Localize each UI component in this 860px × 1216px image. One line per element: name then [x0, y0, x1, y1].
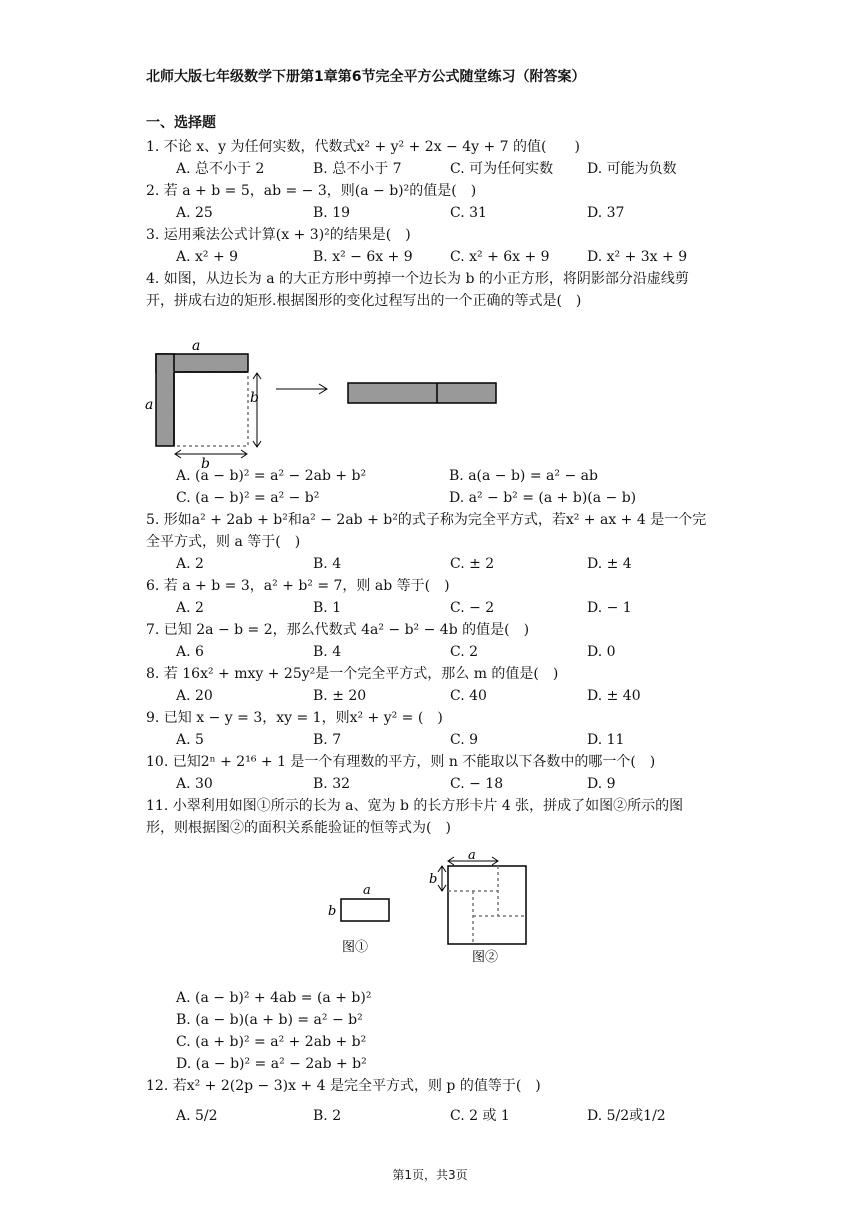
document-page [146, 60, 726, 1127]
option-d: D. 37 [587, 205, 625, 221]
option-a: A. x² + 9 [176, 249, 239, 265]
figure-cards [146, 848, 726, 981]
page-footer: 第1页，共3页 [392, 1168, 468, 1182]
option-c: C. 可为任何实数 [450, 161, 554, 177]
question-stem-line-1: 11. 小翠利用如图①所示的长为 a、宽为 b 的长方形卡片 4 张，拼成了如图②所示的图 [146, 798, 684, 814]
question-stem-line-1: 5. 形如a² + 2ab + b²和a² − 2ab + b²的式子称为完全平方式，若x² + ax + 4 是一个完 [146, 512, 707, 528]
option-a: A. 30 [176, 776, 213, 792]
option-c: C. (a − b)² = a² − b² [176, 490, 320, 506]
big-square [448, 866, 526, 944]
question-3 [146, 224, 726, 268]
question-stem: 8. 若 16x² + mxy + 25y²是一个完全平方式，那么 m 的值是( ) [146, 666, 559, 682]
question-stem: 3. 运用乘法公式计算(x + 3)²的结果是( ) [146, 227, 411, 243]
option-d: D. 11 [587, 732, 625, 748]
question-7 [146, 619, 726, 663]
question-5 [146, 509, 726, 575]
label-a-left: a [145, 397, 154, 413]
question-4 [146, 268, 726, 509]
figure-square-to-rectangle [145, 334, 726, 472]
option-a: A. 25 [176, 205, 213, 221]
question-stem: 2. 若 a + b = 5，ab = − 3，则(a − b)²的值是( ) [146, 183, 477, 199]
option-b: B. x² − 6x + 9 [313, 249, 413, 265]
label-b-right: b [250, 390, 259, 406]
question-10 [146, 751, 726, 795]
option-c: C. 40 [450, 688, 487, 704]
label-card-a: a [363, 883, 371, 898]
question-12 [146, 1075, 726, 1127]
option-d: D. 0 [587, 644, 616, 660]
question-stem: 7. 已知 2a − b = 2，那么代数式 4a² − b² − 4b 的值是( ) [146, 622, 530, 638]
option-b: B. (a − b)(a + b) = a² − b² [176, 1012, 363, 1028]
question-stem-line-2: 形，则根据图②的面积关系能验证的恒等式为( ) [146, 820, 451, 836]
option-a: A. 6 [176, 644, 204, 660]
option-b: B. 2 [313, 1108, 342, 1124]
option-c: C. x² + 6x + 9 [450, 249, 550, 265]
question-stem-line-1: 4. 如图，从边长为 a 的大正方形中剪掉一个边长为 b 的小正方形，将阴影部分沿虚线剪 [146, 271, 689, 287]
question-9 [146, 707, 726, 751]
option-c: C. (a + b)² = a² + 2ab + b² [176, 1034, 367, 1050]
label-b-bottom: b [201, 456, 210, 472]
option-b: B. 32 [313, 776, 351, 792]
option-c: C. ± 2 [450, 556, 495, 572]
option-a: A. 5/2 [176, 1108, 218, 1124]
option-c: C. 2 [450, 644, 479, 660]
option-d: D. (a − b)² = a² − 2ab + b² [176, 1056, 367, 1072]
option-d: D. 5/2或1/2 [587, 1108, 666, 1124]
document-title: 北师大版七年级数学下册第1章第6节完全平方公式随堂练习（附答案） [146, 69, 586, 85]
option-b: B. a(a − b) = a² − ab [449, 468, 598, 484]
shaded-left-strip [156, 354, 174, 446]
label-card-b: b [328, 904, 337, 919]
label-big-b: b [429, 872, 438, 887]
question-6 [146, 575, 726, 619]
option-d: D. ± 40 [587, 688, 641, 704]
card-rectangle [341, 899, 389, 921]
label-figure-1: 图① [342, 940, 369, 955]
option-b: B. 4 [313, 644, 342, 660]
question-stem-line-2: 全平方式，则 a 等于( ) [146, 534, 301, 550]
option-b: B. 4 [313, 556, 342, 572]
option-d: D. x² + 3x + 9 [587, 249, 688, 265]
option-d: D. a² − b² = (a + b)(a − b) [449, 490, 637, 506]
label-big-a: a [468, 848, 476, 863]
option-c: C. − 18 [450, 776, 504, 792]
question-8 [146, 663, 726, 707]
label-a-top: a [192, 338, 201, 354]
option-b: B. 19 [313, 205, 351, 221]
option-a: A. 总不小于 2 [176, 161, 265, 177]
option-d: D. 9 [587, 776, 616, 792]
option-c: C. − 2 [450, 600, 495, 616]
question-stem-line-2: 开，拼成右边的矩形.根据图形的变化过程写出的一个正确的等式是( ) [146, 293, 582, 309]
question-stem: 9. 已知 x − y = 3，xy = 1，则x² + y² = ( ) [146, 710, 443, 726]
section-heading: 一、选择题 [146, 115, 216, 131]
option-a: A. (a − b)² = a² − 2ab + b² [176, 468, 367, 484]
option-b: B. ± 20 [313, 688, 367, 704]
question-stem: 12. 若x² + 2(2p − 3)x + 4 是完全平方式，则 p 的值等于( ) [146, 1078, 541, 1094]
question-stem: 10. 已知2ⁿ + 2¹⁶ + 1 是一个有理数的平方，则 n 不能取以下各数中的哪一个( ) [146, 754, 656, 770]
question-stem: 6. 若 a + b = 3，a² + b² = 7，则 ab 等于( ) [146, 578, 450, 594]
option-a: A. (a − b)² + 4ab = (a + b)² [176, 990, 372, 1006]
question-stem: 1. 不论 x、y 为任何实数，代数式x² + y² + 2x − 4y + 7 的值( ) [146, 139, 580, 155]
option-d: D. 可能为负数 [587, 161, 677, 177]
option-a: A. 20 [176, 688, 213, 704]
removed-small-square [174, 372, 248, 446]
question-1 [146, 136, 726, 180]
option-a: A. 2 [176, 556, 204, 572]
question-2 [146, 180, 726, 224]
option-a: A. 2 [176, 600, 204, 616]
option-b: B. 总不小于 7 [313, 161, 402, 177]
option-c: C. 31 [450, 205, 487, 221]
label-figure-2: 图② [472, 950, 499, 965]
option-b: B. 7 [313, 732, 342, 748]
option-d: D. − 1 [587, 600, 632, 616]
figure-svg [146, 848, 726, 981]
question-11 [146, 795, 726, 1075]
option-d: D. ± 4 [587, 556, 632, 572]
option-c: C. 9 [450, 732, 479, 748]
result-rectangle [348, 383, 496, 403]
option-b: B. 1 [313, 600, 342, 616]
figure-svg [145, 334, 726, 472]
option-a: A. 5 [176, 732, 204, 748]
option-c: C. 2 或 1 [450, 1108, 510, 1124]
